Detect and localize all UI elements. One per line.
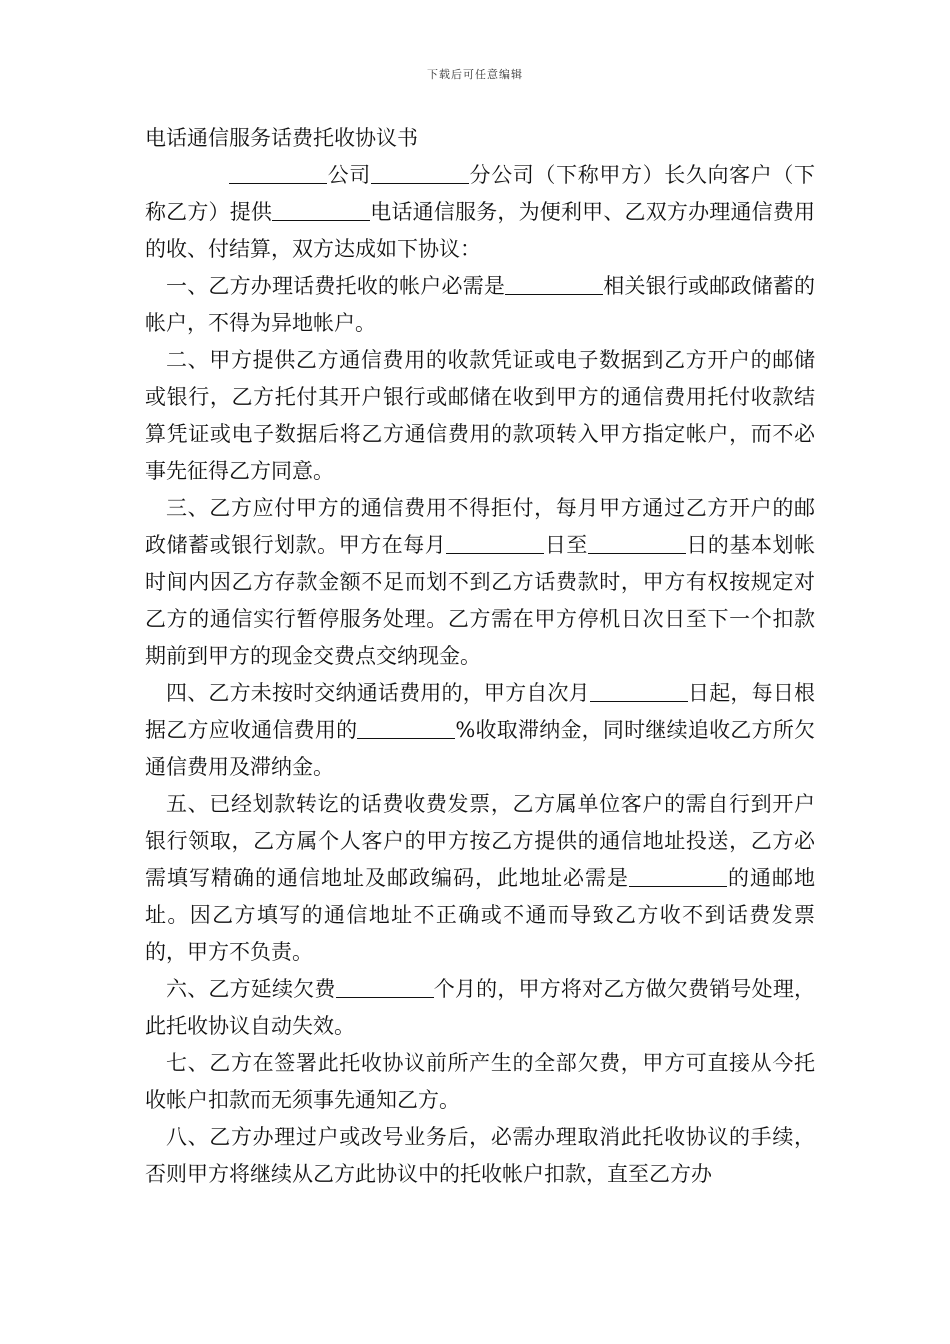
clause-4-text-2: 日起，每日根据乙方应收通信费用的 [145, 681, 816, 742]
clause-4 [145, 675, 815, 786]
clause-1 [145, 268, 815, 342]
document-body [145, 120, 815, 1193]
clause-8-text: 八、乙方办理过户或改号业务后，必需办理取消此托收协议的手续，否则甲方将继续从乙方此协议中的托收帐户扣款，直至乙方办 [145, 1125, 815, 1186]
clause-8 [145, 1119, 815, 1193]
clause-2 [145, 342, 815, 490]
document-title: 电话通信服务话费托收协议书 [145, 126, 418, 150]
clause-1-text-1: 一、乙方办理话费托收的帐户必需是 [166, 274, 506, 298]
fill-blank-start-day[interactable] [446, 535, 544, 554]
intro-paragraph [145, 157, 815, 268]
fill-blank-branch[interactable] [371, 165, 469, 184]
clause-6-text-1: 六、乙方延续欠费 [166, 977, 336, 1001]
clause-4-text-1: 四、乙方未按时交纳通话费用的，甲方自次月 [166, 681, 590, 705]
clause-5-text-2: 的通邮地址。因乙方填写的通信地址不正确或不通而导致乙方收不到话费发票的，甲方不负责。 [145, 866, 815, 964]
fill-blank-service[interactable] [272, 202, 370, 221]
fill-blank-late-rate[interactable] [357, 720, 455, 739]
clause-5 [145, 786, 815, 971]
clause-6 [145, 971, 815, 1045]
intro-text-3: 电话通信服务，为便利甲、乙双方办理通信费用的收、付结算，双方达成如下协议： [145, 200, 816, 261]
clause-6-text-2: 个月的，甲方将对乙方做欠费销号处理，此托收协议自动失效。 [145, 977, 816, 1038]
fill-blank-company[interactable] [229, 165, 327, 184]
fill-blank-end-day[interactable] [588, 535, 686, 554]
clause-3-text-3: 日的基本划帐时间内因乙方存款金额不足而划不到乙方话费款时，甲方有权按规定对乙方的通信实行暂停服务处理。乙方需在甲方停机日次日至下一个扣款期前到甲方的现金交费点交纳现金。 [145, 533, 816, 668]
clause-7 [145, 1045, 815, 1119]
clause-2-text: 二、甲方提供乙方通信费用的收款凭证或电子数据到乙方开户的邮储或银行，乙方托付其开户银行或邮储在收到甲方的通信费用托付收款结算凭证或电子数据后将乙方通信费用的款项转入甲方指定帐户，而不必事先征得乙方同意。 [145, 348, 815, 483]
intro-text-1: 公司 [327, 163, 371, 187]
clause-4-text-3: %收取滞纳金，同时继续追收乙方所欠通信费用及滞纳金。 [145, 718, 816, 779]
clause-3-text-2: 日至 [544, 533, 588, 557]
clause-7-text: 七、乙方在签署此托收协议前所产生的全部欠费，甲方可直接从今托收帐户扣款而无须事先通知乙方。 [145, 1051, 815, 1112]
clause-5-text-1: 五、已经划款转讫的话费收费发票，乙方属单位客户的需自行到开户银行领取，乙方属个人客户的甲方按乙方提供的通信地址投送，乙方必需填写精确的通信地址及邮政编码，此地址必需是 [145, 792, 815, 890]
clause-3-text-1: 三、乙方应付甲方的通信费用不得拒付，每月甲方通过乙方开户的邮政储蓄或银行划款。甲方在每月 [145, 496, 815, 557]
header-note: 下载后可任意编辑 [427, 68, 523, 81]
fill-blank-late-day[interactable] [590, 683, 688, 702]
fill-blank-address-region[interactable] [629, 868, 727, 887]
fill-blank-account-location[interactable] [505, 276, 603, 295]
clause-1-text-2: 相关银行或邮政储蓄的帐户，不得为异地帐户。 [145, 274, 816, 335]
fill-blank-months[interactable] [336, 979, 434, 998]
clause-3 [145, 490, 815, 675]
intro-text-2: 分公司（下称甲方）长久向客户（下称乙方）提供 [145, 163, 816, 224]
